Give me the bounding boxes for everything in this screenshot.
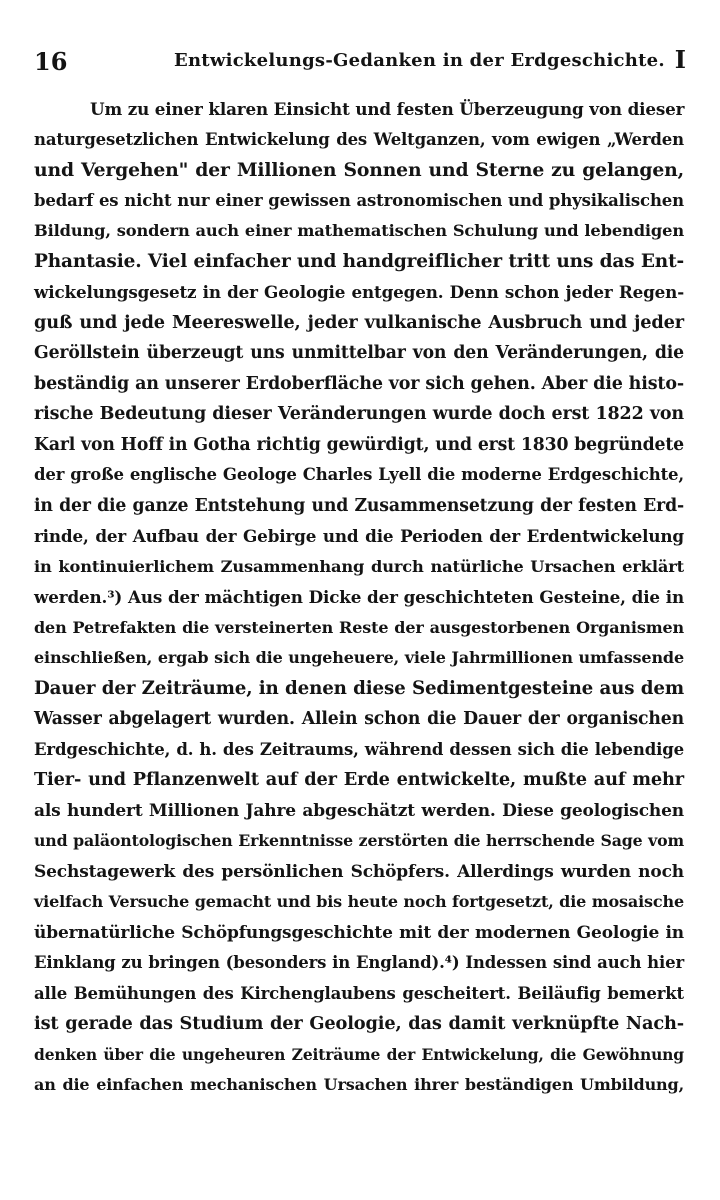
text-line: naturgesetzlichen Entwickelung des Weltganzen, vom ewigen „Werden xyxy=(34,129,684,149)
text-line: Um zu einer klaren Einsicht und festen Überzeugung von dieser xyxy=(90,99,685,119)
text-line: Erdgeschichte, d. h. des Zeitraums, während dessen sich die lebendige xyxy=(34,739,684,759)
text-line: denken über die ungeheuren Zeiträume der Entwickelung, die Gewöhnung xyxy=(34,1044,684,1064)
text-line: der große englische Geologe Charles Lyell die moderne Erdgeschichte, xyxy=(34,465,684,484)
text-line: beständig an unserer Erdoberfläche vor sich gehen. Aber die histo- xyxy=(34,373,684,394)
text-line: werden.³) Aus der mächtigen Dicke der geschichteten Gesteine, die in xyxy=(34,587,684,607)
text-line: Phantasie. Viel einfacher und handgreiflicher tritt uns das Ent- xyxy=(34,250,684,272)
text-line: den Petrefakten die versteinerten Reste der ausgestorbenen Organismen xyxy=(34,617,684,637)
text-line: Dauer der Zeiträume, in denen diese Sedimentgesteine aus dem xyxy=(34,677,684,699)
text-line: wickelungsgesetz in der Geologie entgegen. Denn schon jeder Regen- xyxy=(34,282,684,302)
text-line: an die einfachen mechanischen Ursachen ihrer beständigen Umbildung, xyxy=(34,1075,684,1094)
chapter-number: I xyxy=(674,45,686,74)
text-line: Karl von Hoff in Gotha richtig gewürdigt, und erst 1830 begründete xyxy=(34,434,684,455)
text-line: Einklang zu bringen (besonders in England).⁴) Indessen sind auch hier xyxy=(34,953,684,972)
text-line: Wasser abgelagert wurden. Allein schon die Dauer der organischen xyxy=(34,709,684,729)
text-line: in kontinuierlichem Zusammenhang durch natürliche Ursachen erklärt xyxy=(34,556,684,576)
text-line: Tier- und Pflanzenwelt auf der Erde entwickelte, mußte auf mehr xyxy=(34,769,684,790)
text-line: und paläontologischen Erkenntnisse zerstörten die herrschende Sage vom xyxy=(34,831,684,850)
text-line: übernatürliche Schöpfungsgeschichte mit der modernen Geologie in xyxy=(34,922,684,943)
text-line: rinde, der Aufbau der Gebirge und die Perioden der Erdentwickelung xyxy=(34,526,684,546)
text-line: alle Bemühungen des Kirchenglaubens gescheitert. Beiläufig bemerkt xyxy=(34,983,684,1003)
text-line: Sechstagewerk des persönlichen Schöpfers. Allerdings wurden noch xyxy=(34,861,684,882)
text-line: guß und jede Meereswelle, jeder vulkanische Ausbruch und jeder xyxy=(34,311,684,333)
text-line: rische Bedeutung dieser Veränderungen wurde doch erst 1822 von xyxy=(34,404,684,424)
page-number: 16 xyxy=(34,47,68,76)
text-line: in der die ganze Entstehung und Zusammensetzung der festen Erd- xyxy=(34,495,684,516)
text-line: vielfach Versuche gemacht und bis heute noch fortgesetzt, die mosaische xyxy=(34,892,684,911)
page-header xyxy=(34,44,686,76)
body-paragraph xyxy=(34,94,684,1101)
text-line: als hundert Millionen Jahre abgeschätzt werden. Diese geologischen xyxy=(34,800,684,821)
text-line: Geröllstein überzeugt uns unmittelbar von den Veränderungen, die xyxy=(34,343,684,363)
text-line: und Vergehen" der Millionen Sonnen und Sterne zu gelangen, xyxy=(34,159,684,181)
text-line: Bildung, sondern auch einer mathematischen Schulung und lebendigen xyxy=(34,221,684,240)
text-line: einschließen, ergab sich die ungeheuere, viele Jahrmillionen umfassende xyxy=(34,648,684,667)
text-line: ist gerade das Studium der Geologie, das damit verknüpfte Nach- xyxy=(34,1013,684,1034)
running-head: Entwickelungs-Gedanken in der Erdgeschichte. xyxy=(174,50,665,71)
text-line: bedarf es nicht nur einer gewissen astronomischen und physikalischen xyxy=(34,190,684,210)
